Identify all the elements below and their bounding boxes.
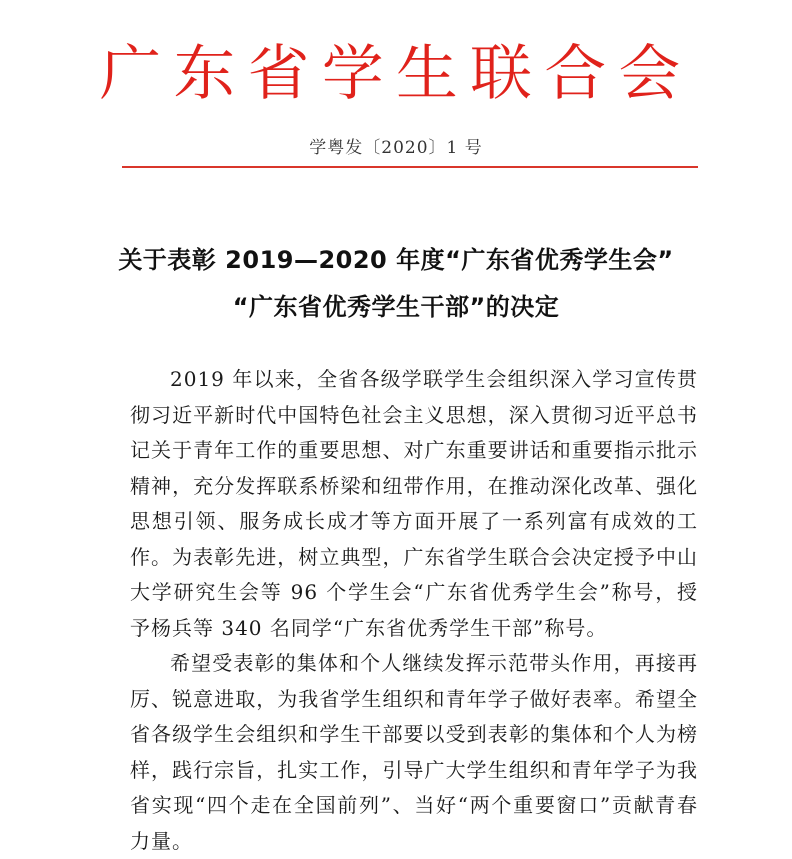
body-paragraph-1: 2019 年以来，全省各级学联学生会组织深入学习宣传贯彻习近平新时代中国特色社会主义思想，深入贯彻习近平总书记关于青年工作的重要思想、对广东重要讲话和重要指示批示精神，充分发挥联系桥梁和纽带作用，在推动深化改革、强化思想引领、服务成长成才等方面开展了一系列富有成效的工作。为表彰先进，树立典型，广东省学生联合会决定授予中山大学研究生会等 96 个学生会“广东省优秀学生会”称号，授予杨兵等 340 名同学“广东省优秀学生干部”称号。 <box>130 367 698 640</box>
organization-header: 广东省学生联合会 <box>99 39 693 109</box>
red-divider-line <box>122 166 698 168</box>
document-body <box>130 362 698 859</box>
document-number: 学粤发〔2020〕1 号 <box>309 138 483 158</box>
body-paragraph-2: 希望受表彰的集体和个人继续发挥示范带头作用，再接再厉、锐意进取，为我省学生组织和青年学子做好表率。希望全省各级学生会组织和学生干部要以受到表彰的集体和个人为榜样，践行宗旨，扎实工作，引导广大学生组织和青年学子为我省实现“四个走在全国前列”、当好“两个重要窗口”贡献青春力量。 <box>130 651 698 853</box>
document-title-line-1: 关于表彰 2019—2020 年度“广东省优秀学生会” <box>118 246 674 274</box>
document-title-line-2: “广东省优秀学生干部”的决定 <box>232 293 560 321</box>
